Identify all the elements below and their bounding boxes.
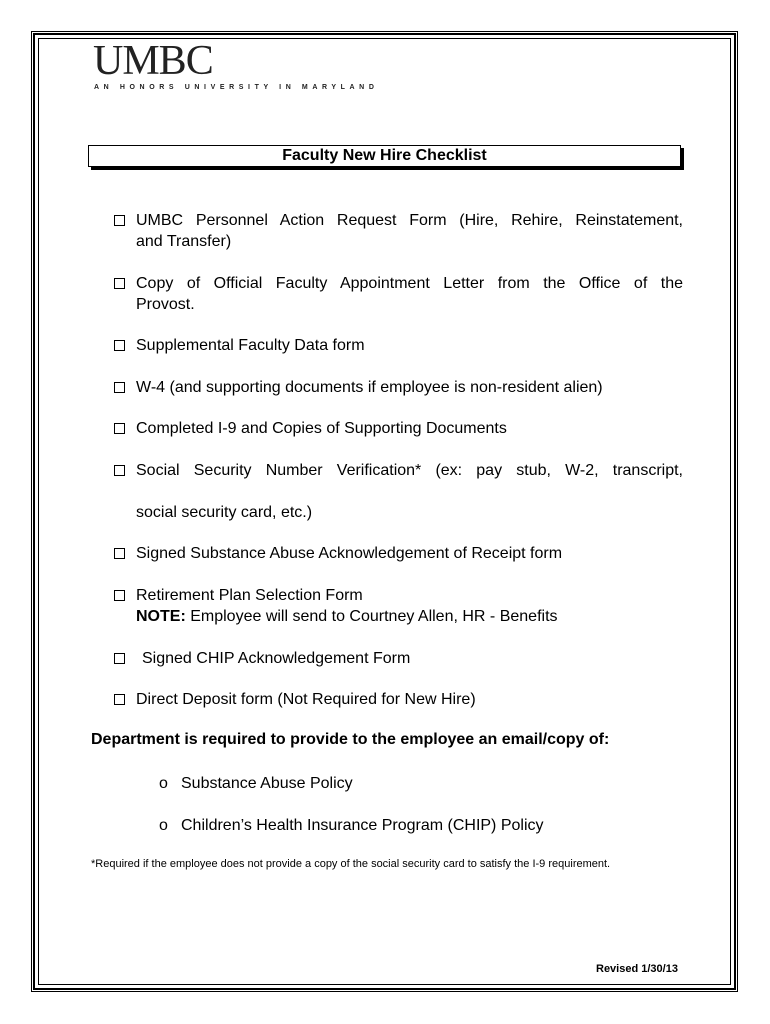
checkbox[interactable] [114, 548, 125, 559]
department-item-text: Substance Abuse Policy [181, 775, 353, 792]
checklist-item-retirement-plan [113, 585, 683, 627]
checkbox[interactable] [114, 465, 125, 476]
checkbox[interactable] [114, 423, 125, 434]
checkbox[interactable] [114, 694, 125, 705]
checkbox[interactable] [114, 278, 125, 289]
department-item-chip-policy [159, 815, 544, 836]
bullet: o [159, 817, 168, 834]
checkbox[interactable] [114, 590, 125, 601]
item-text-continued: and Transfer) [136, 233, 232, 250]
checklist-item-chip-ack [113, 648, 683, 669]
checklist-item-substance-abuse-ack [113, 543, 683, 564]
item-text: W-4 (and supporting documents if employee is non-resident alien) [136, 379, 603, 396]
item-text: Retirement Plan Selection Form [136, 587, 363, 604]
checklist-item-i9 [113, 418, 683, 439]
item-text: Signed CHIP Acknowledgement Form [142, 650, 411, 667]
checkbox[interactable] [114, 215, 125, 226]
footnote: *Required if the employee does not provide a copy of the social security card to satisfy the I-9 requirement. [91, 858, 611, 870]
item-text: UMBC Personnel Action Request Form (Hire, Rehire, Reinstatement, [136, 212, 683, 229]
checklist-item-par-form [113, 210, 683, 252]
checklist-item-ssn-verification [113, 460, 683, 523]
checklist-item-supplemental-data [113, 335, 683, 356]
checklist-item-appointment-letter [113, 273, 683, 315]
logo-tagline: AN HONORS UNIVERSITY IN MARYLAND [94, 84, 379, 91]
item-text-continued: Provost. [136, 296, 195, 313]
item-text: Direct Deposit form (Not Required for New Hire) [136, 691, 476, 708]
checkbox[interactable] [114, 382, 125, 393]
checkbox[interactable] [114, 340, 125, 351]
umbc-logo: UMBC [93, 38, 213, 84]
checklist-item-direct-deposit [113, 689, 683, 710]
item-text: Supplemental Faculty Data form [136, 337, 365, 354]
page-title: Faculty New Hire Checklist [88, 145, 681, 167]
item-text: Social Security Number Verification* (ex: pay stub, W-2, transcript, [136, 462, 683, 479]
note-text: Employee will send to Courtney Allen, HR - Benefits [185, 608, 558, 625]
item-text-continued: social security card, etc.) [136, 504, 313, 521]
revised-date: Revised 1/30/13 [596, 963, 678, 975]
note-label: NOTE: [136, 608, 186, 625]
item-note [136, 606, 683, 627]
department-heading: Department is required to provide to the employee an email/copy of: [91, 731, 610, 748]
bullet: o [159, 775, 168, 792]
department-item-text: Children’s Health Insurance Program (CHIP) Policy [181, 817, 544, 834]
department-item-substance-abuse [159, 773, 353, 794]
checkbox[interactable] [114, 653, 125, 664]
checklist-item-w4 [113, 377, 683, 398]
item-text: Signed Substance Abuse Acknowledgement of Receipt form [136, 545, 563, 562]
item-text: Completed I-9 and Copies of Supporting Documents [136, 420, 507, 437]
item-text: Copy of Official Faculty Appointment Letter from the Office of the [136, 275, 683, 292]
